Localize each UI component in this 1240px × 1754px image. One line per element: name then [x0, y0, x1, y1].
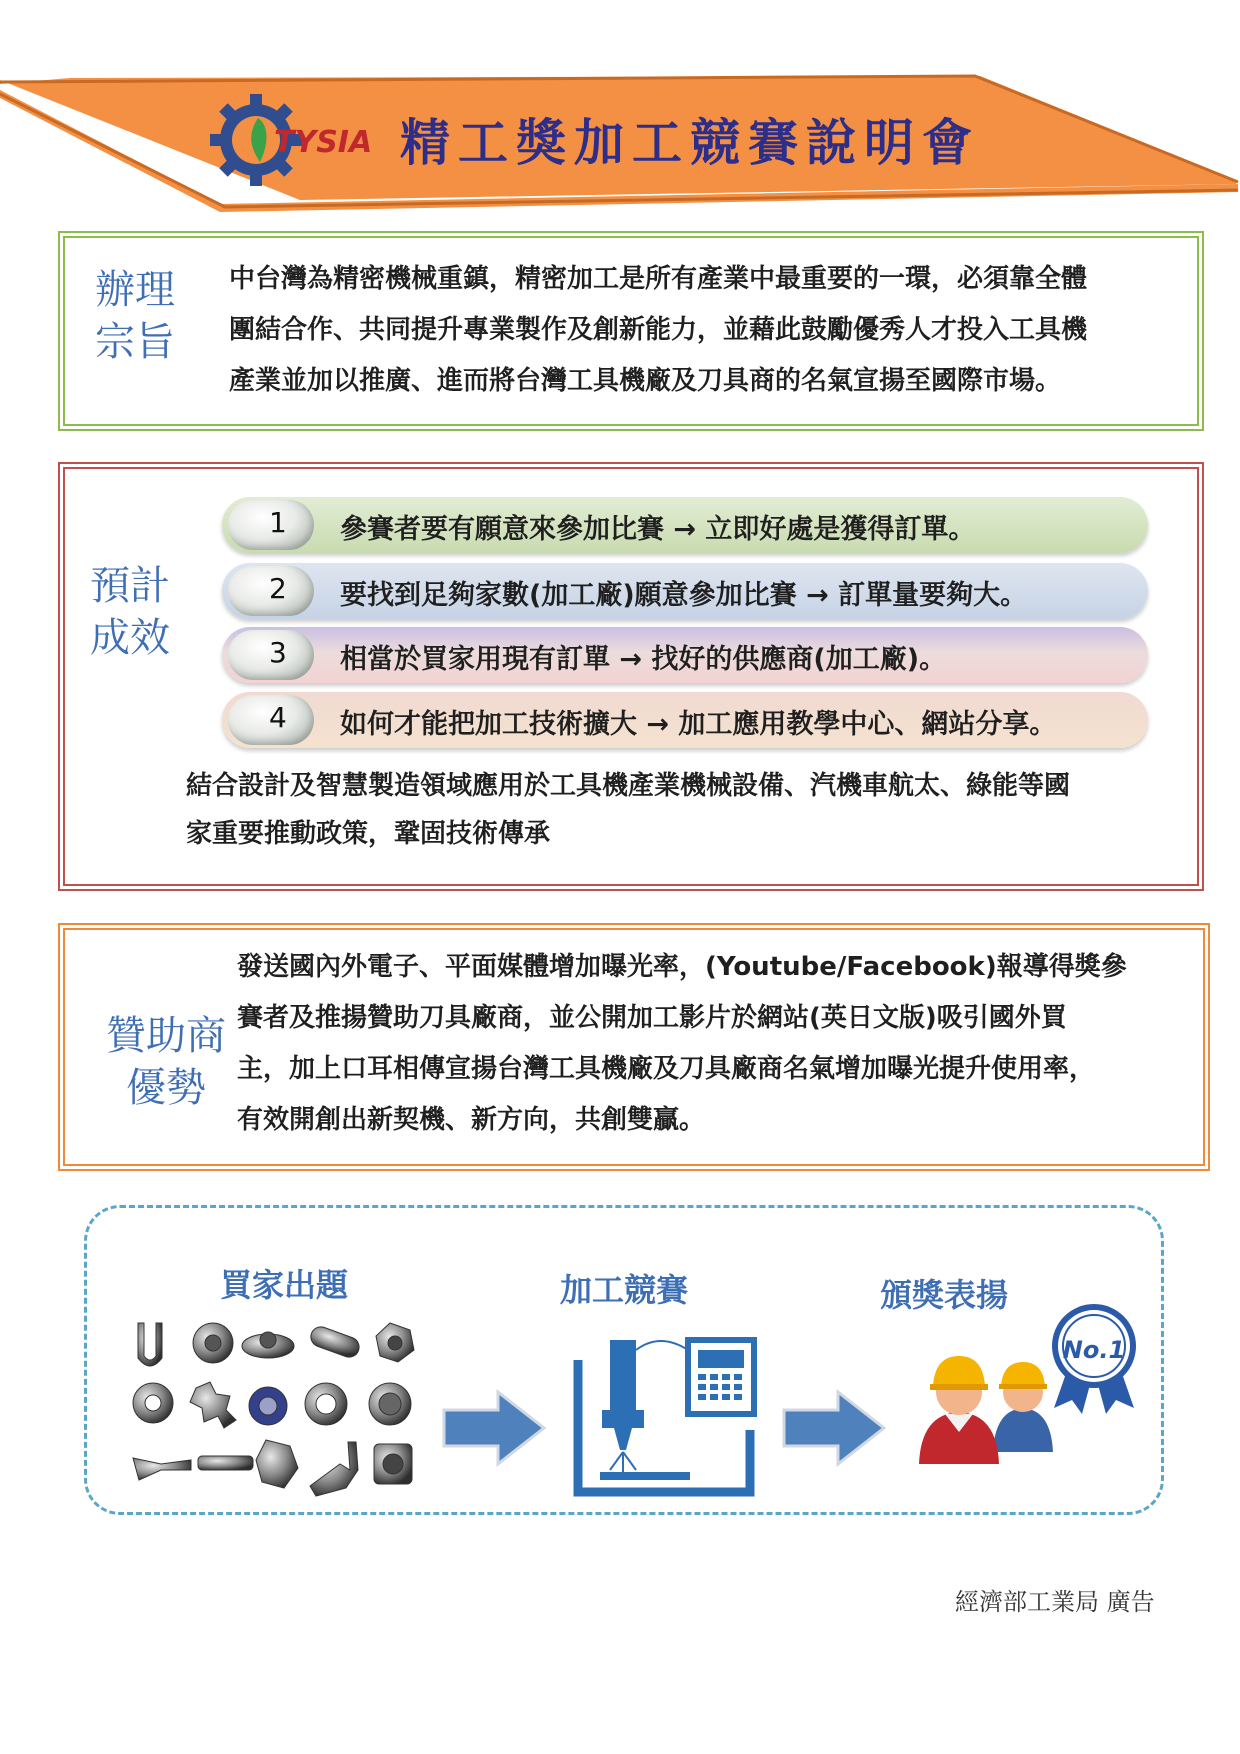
- svg-text:TYSIA: TYSIA: [274, 125, 373, 160]
- number-bubble: 1: [228, 500, 314, 550]
- tysia-logo: [212, 92, 373, 187]
- svg-text:No.1: No.1: [1062, 1336, 1126, 1364]
- footer-sponsor-note: 經濟部工業局 廣告: [955, 1588, 1155, 1616]
- expected-heading: 預計 成效: [90, 563, 170, 661]
- step-award: 頒獎表揚: [880, 1276, 1009, 1314]
- number-bubble: 3: [228, 630, 314, 680]
- result-item: 4 如何才能把加工技術擴大 → 加工應用教學中心、網站分享。: [222, 692, 1148, 748]
- result-item: 1 參賽者要有願意來參加比賽 → 立即好處是獲得訂單。: [222, 497, 1148, 553]
- page-title: 精工獎加工競賽說明會: [400, 113, 980, 172]
- sponsor-box: [58, 923, 1210, 1171]
- number-bubble: 4: [228, 695, 314, 745]
- sponsor-heading: 贊助商 優勢: [106, 1013, 226, 1111]
- purpose-text: 中台灣為精密機械重鎮，精密加工是所有產業中最重要的一環，必須靠全體 團結合作、共同提升專業製作及創新能力，並藉此鼓勵優秀人才投入工具機 產業並加以推廣、進而將台灣工具機廠及刀具商的名氣宣揚至國際市場。: [229, 264, 1088, 396]
- step-machining-contest: 加工競賽: [560, 1271, 689, 1309]
- no1-award-badge-icon: [1040, 1300, 1148, 1416]
- step-buyer-question: 買家出題: [220, 1266, 349, 1304]
- result-item: 2 要找到足夠家數(加工廠)願意參加比賽 → 訂單量要夠大。: [222, 563, 1148, 619]
- machined-parts-icon: [128, 1318, 428, 1498]
- result-item: 3 相當於買家用現有訂單 → 找好的供應商(加工廠)。: [222, 627, 1148, 683]
- purpose-heading: 辦理 宗旨: [95, 267, 175, 365]
- expected-summary: 結合設計及智慧製造領域應用於工具機產業機械設備、汽機車航太、綠能等國 家重要推動政策，鞏固技術傳承: [186, 771, 1071, 849]
- purpose-box: [58, 231, 1204, 431]
- arrow-right-icon: [780, 1388, 888, 1468]
- number-bubble: 2: [228, 566, 314, 616]
- arrow-right-icon: [440, 1388, 548, 1468]
- workers-icon: [915, 1340, 1055, 1470]
- cnc-machine-icon: [570, 1330, 760, 1500]
- sponsor-text: 發送國內外電子、平面媒體增加曝光率，(Youtube/Facebook)報導得獎參 賽者及推揚贊助刀具廠商，並公開加工影片於網站(英日文版)吸引國外買 主，加上口耳相傳宣揚台灣工具機廠及刀具廠商名氣增加曝光提升使用率， 有效開創出新契機、新方向，共創雙贏。: [237, 952, 1127, 1135]
